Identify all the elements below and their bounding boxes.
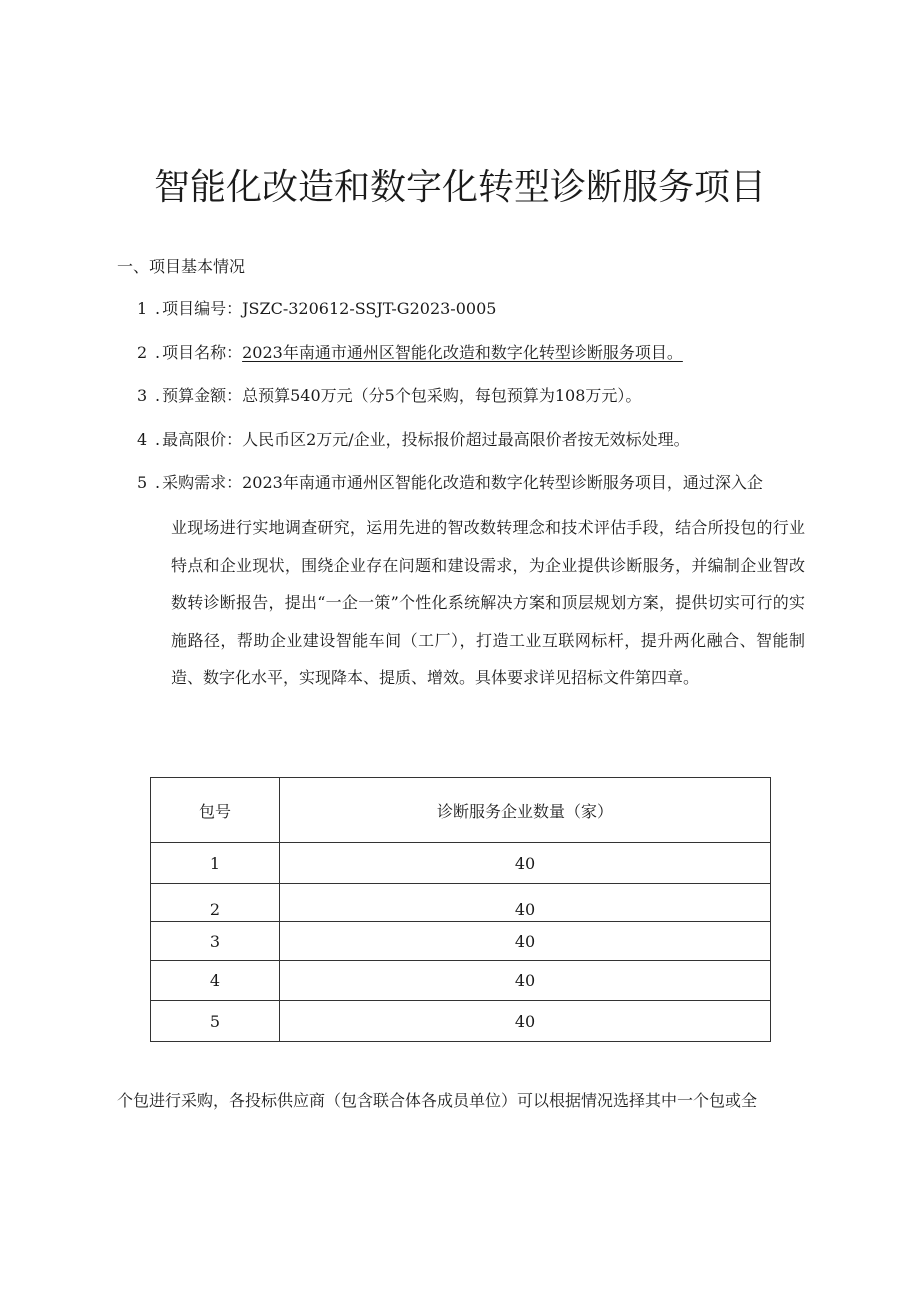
- table-header-count: 诊断服务企业数量（家）: [280, 778, 771, 843]
- item-budget: 3 . 预算金额：总预算540万元（分5个包采购，每包预算为108万元）。: [137, 386, 642, 405]
- table-row: [151, 843, 771, 884]
- item-max-price: 4 . 最高限价：人民币区2万元/企业，投标报价超过最高限价者按无效标处理。: [137, 430, 690, 449]
- continuation-text: 个包进行采购，各投标供应商（包含联合体各成员单位）可以根据情况选择其中一个包或全: [117, 1091, 758, 1110]
- item-number: 2: [137, 343, 148, 362]
- item-project-name: 2 . 项目名称：2023年南通市通州区智能化改造和数字化转型诊断服务项目。: [137, 343, 683, 362]
- item-value: 总预算540万元（分5个包采购，每包预算为108万元）。: [242, 386, 642, 405]
- table-row: [151, 884, 771, 922]
- item-value: 2023年南通市通州区智能化改造和数字化转型诊断服务项目。: [242, 343, 683, 362]
- item-procurement-needs-continuation: 业现场进行实地调查研究，运用先进的智改数转理念和技术评估手段，结合所投包的行业特点和企业现状，围绕企业存在问题和建设需求，为企业提供诊断服务，并编制企业智改数转诊断报告，提出“一企一策”个性化系统解决方案和顶层规划方案，提供切实可行的实施路径，帮助企业建设智能车间（工厂），打造工业互联网标杆，提升两化融合、智能制造、数字化水平，实现降本、提质、增效。具体要求详见招标文件第四章。: [171, 518, 805, 687]
- table-cell-count: 40: [280, 843, 771, 884]
- table-cell-count: 40: [280, 922, 771, 961]
- table-row: [151, 922, 771, 961]
- table-cell-count: 40: [280, 1001, 771, 1042]
- item-project-number: 1 . 项目编号：JSZC-320612-SSJT-G2023-0005: [137, 299, 497, 318]
- table-header-row: [151, 778, 771, 843]
- table-cell-count: 40: [280, 884, 771, 922]
- table-row: [151, 961, 771, 1001]
- item-number: 5: [137, 473, 148, 492]
- table-cell-package: 2: [151, 884, 280, 922]
- table-row: [151, 1001, 771, 1042]
- table-cell-package: 5: [151, 1001, 280, 1042]
- item-value: 人民币区2万元/企业，投标报价超过最高限价者按无效标处理。: [242, 430, 690, 449]
- table-cell-package: 1: [151, 843, 280, 884]
- item-procurement-needs: 5 . 采购需求：2023年南通市通州区智能化改造和数字化转型诊断服务项目，通过深入企: [137, 473, 763, 492]
- item-value: 2023年南通市通州区智能化改造和数字化转型诊断服务项目，通过深入企: [242, 473, 763, 492]
- page-title: 智能化改造和数字化转型诊断服务项目: [153, 167, 766, 208]
- table-header-package: 包号: [151, 778, 280, 843]
- table-cell-package: 3: [151, 922, 280, 961]
- item-number: 4: [137, 430, 148, 449]
- package-table: [150, 777, 771, 1042]
- item-number: 1: [137, 299, 148, 318]
- item-value: JSZC-320612-SSJT-G2023-0005: [242, 299, 497, 318]
- section-heading: 一、项目基本情况: [117, 257, 246, 276]
- table-cell-count: 40: [280, 961, 771, 1001]
- item-label: 预算金额：: [162, 386, 243, 405]
- item-label: 最高限价：: [162, 430, 243, 449]
- item-number: 3: [137, 386, 148, 405]
- table-cell-package: 4: [151, 961, 280, 1001]
- item-label: 采购需求：: [162, 473, 243, 492]
- item-label: 项目名称：: [162, 343, 243, 362]
- item-label: 项目编号：: [162, 299, 243, 318]
